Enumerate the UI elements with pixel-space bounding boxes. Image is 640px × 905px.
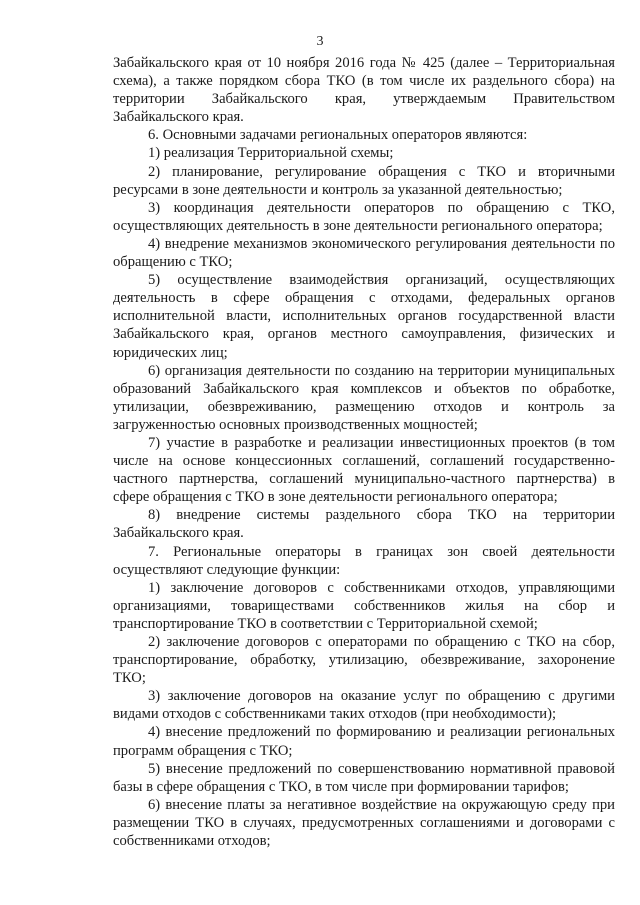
paragraph-task-6: 6) организация деятельности по созданию на территории муниципальных образований Забайкальского края комплексов и объектов по обработке, утилизации, обезвреживанию, размещению отходов и контроль за загруженностью основных производственных мощностей; [113,362,615,433]
paragraph-task-2: 2) планирование, регулирование обращения с ТКО и вторичными ресурсами в зоне деятельности и контроль за указанной деятельностью; [113,163,615,198]
paragraph-function-4: 4) внесение предложений по формированию и реализации региональных программ обращения с ТКО; [113,724,615,759]
paragraph-function-1: 1) заключение договоров с собственниками отходов, управляющими организациями, товариществами собственников жилья на сбор и транспортирование ТКО в соответствии с Территориальной схемой; [113,579,615,632]
page-number: 3 [316,34,324,49]
paragraph-function-6: 6) внесение платы за негативное воздействие на окружающую среду при размещении ТКО в случаях, предусмотренных соглашениями и договорами с собственниками отходов; [113,796,615,850]
paragraph-function-2: 2) заключение договоров с операторами по обращению с ТКО на сбор, транспортирование, обработку, утилизацию, обезвреживание, захоронение ТКО; [113,634,615,687]
paragraph-task-4: 4) внедрение механизмов экономического регулирования деятельности по обращению с ТКО; [113,235,615,271]
document-body [113,54,615,850]
paragraph-section-7-heading: 7. Региональные операторы в границах зон своей деятельности осуществляют следующие функции: [113,543,615,578]
paragraph-task-7: 7) участие в разработке и реализации инвестиционных проектов (в том числе на основе концессионных соглашений, соглашений государственно-частного партнерства, соглашений муниципально-частного партнерства) в сфере обращения с ТКО в зоне деятельности регионального оператора; [113,434,615,506]
paragraph-function-5: 5) внесение предложений по совершенствованию нормативной правовой базы в сфере обращения с ТКО, в том числе при формировании тарифов; [113,760,615,795]
paragraph-function-3: 3) заключение договоров на оказание услуг по обращению с другими видами отходов с собственниками таких отходов (при необходимости); [113,688,615,723]
paragraph-continuation: Забайкальского края от 10 ноября 2016 года № 425 (далее – Территориальная схема), а также порядком сбора ТКО (в том числе их раздельного сбора) на территории Забайкальского края, утверждаемым Правительством Забайкальского края. [113,55,615,126]
paragraph-task-1: 1) реализация Территориальной схемы; [148,145,394,162]
paragraph-section-6-heading: 6. Основными задачами региональных операторов являются: [148,127,528,144]
paragraph-task-5: 5) осуществление взаимодействия организаций, осуществляющих деятельность в сфере обращения с отходами, федеральных органов исполнительной власти, исполнительных органов государственной власти Забайкальского края, органов местного самоуправления, физических и юридических лиц; [113,272,615,361]
paragraph-task-8: 8) внедрение системы раздельного сбора ТКО на территории Забайкальского края. [113,507,615,542]
paragraph-task-3: 3) координация деятельности операторов по обращению с ТКО, осуществляющих деятельность в зоне деятельности регионального оператора; [113,199,615,234]
